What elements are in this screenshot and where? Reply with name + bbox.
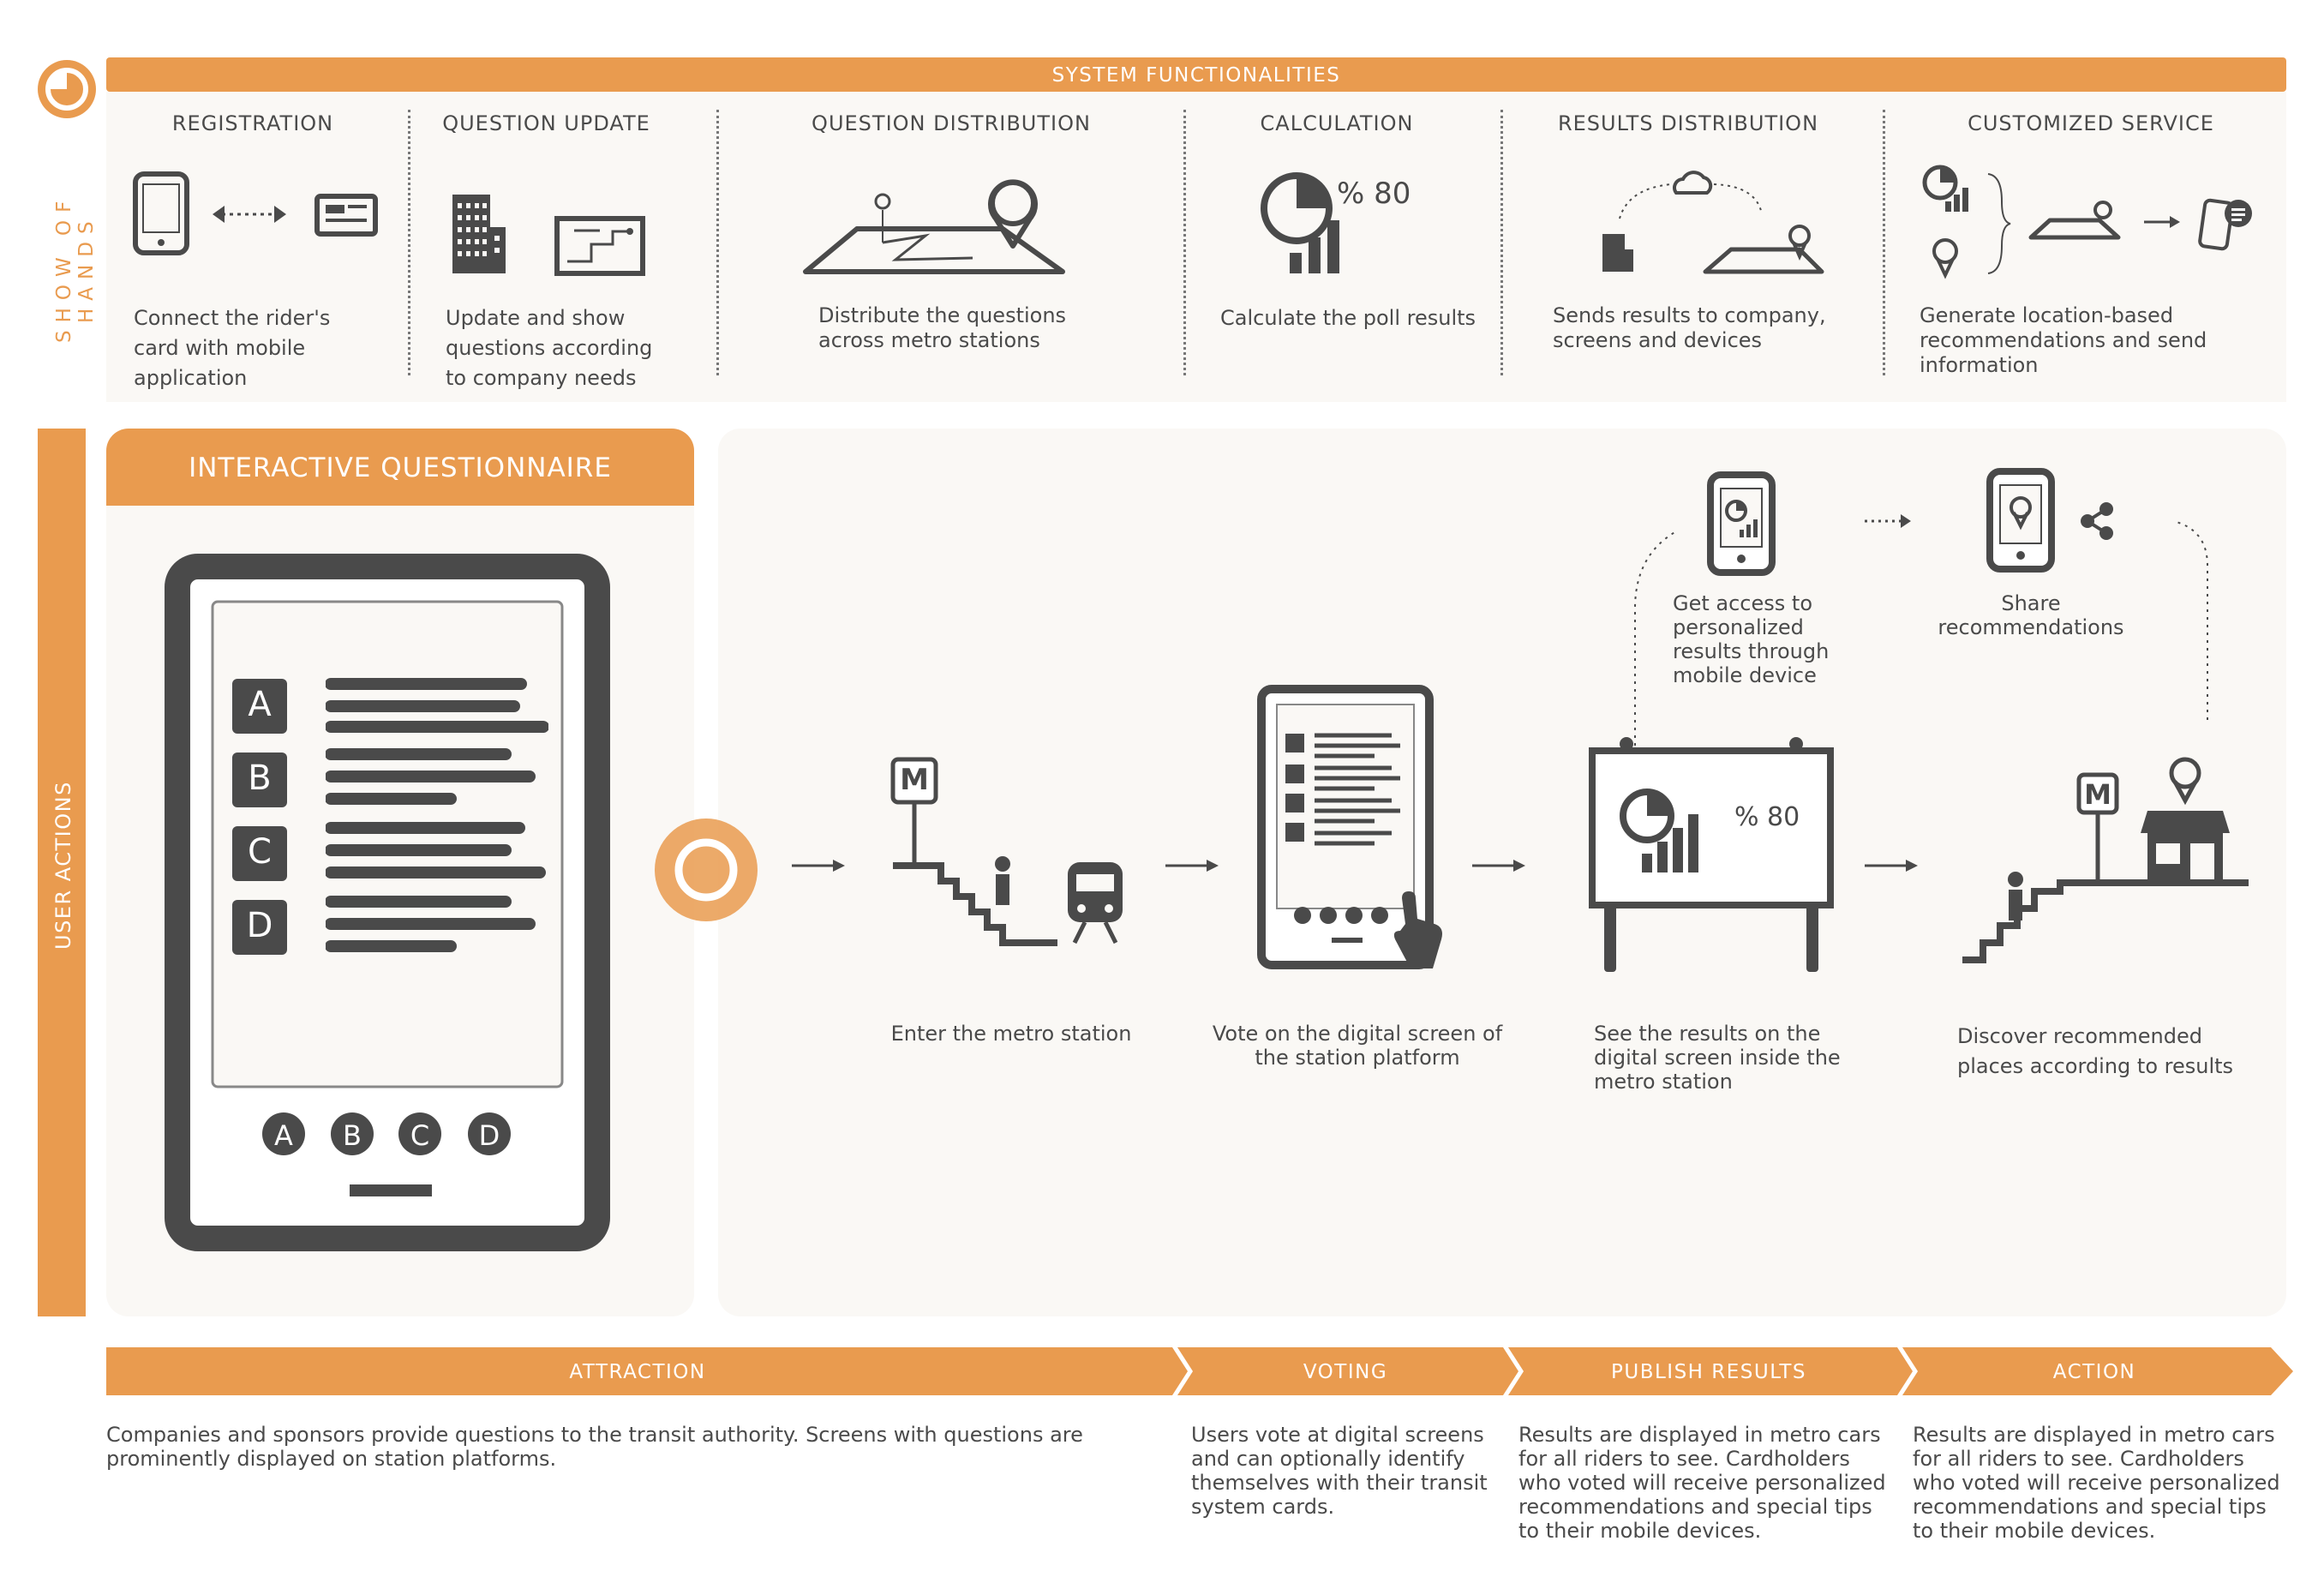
round-label-b: B [343,1119,362,1152]
mobile-access-label: Get access to personalized results through mobile device [1673,591,1830,687]
col-title-calculation: CALCULATION [1260,111,1414,135]
phone-message-icon [2199,200,2252,249]
round-label-d: D [478,1119,500,1152]
map-pin-icon [797,176,1071,279]
phone-location-icon [1985,466,2062,574]
phase-action-title: ACTION [2052,1361,2136,1383]
map-icon [1705,226,1822,272]
arrow-right-icon [2144,216,2180,228]
step-results-label: See the results on the digital screen inside the metro station [1594,1022,1841,1094]
column-divider [1183,110,1186,375]
phase-attraction-title: ATTRACTION [569,1361,706,1383]
brand-name: SHOW OF HANDS [53,193,98,344]
col-title-registration: REGISTRATION [171,111,334,135]
calculation-stat: % 80 [1337,177,1411,211]
phase-action-desc: Results are displayed in metro cars for all riders to see. Cardholders who voted will receive personalized recommendations and special tips to their mobile devices. [1913,1423,2280,1543]
system-title: SYSTEM FUNCTIONALITIES [1051,64,1341,87]
registration-icons [129,167,386,261]
map-icon [2031,202,2118,237]
share-label: Share recommendations [1938,591,2124,639]
col-title-customized-service: CUSTOMIZED SERVICE [1968,111,2214,135]
results-billboard-icon [1587,737,1836,977]
cloud-icon [1674,172,1710,193]
option-label-c: C [248,832,272,872]
transit-card-icon [317,196,375,234]
column-divider [1500,110,1503,375]
arrow-right-icon [792,857,847,874]
registration-desc: Connect the rider's card with mobile application [134,306,331,390]
question-text-lines [326,677,548,960]
home-button-icon [350,1184,432,1196]
question-distribution-desc: Distribute the questions across metro stations [818,303,1067,352]
column-divider [408,110,410,375]
start-ring-icon [653,817,759,923]
arrow-right-icon [1472,857,1527,874]
circuit-board-icon [557,219,643,273]
clock-logo-icon [34,57,99,122]
share-icon [2077,501,2118,542]
option-label-b: B [248,759,272,798]
phase-publish-desc: Results are displayed in metro cars for all riders to see. Cardholders who voted will receive personalized recommendations and special tips to their mobile devices. [1518,1423,1886,1543]
billboard-stat: % 80 [1734,802,1800,832]
phase-publish-title: PUBLISH RESULTS [1610,1361,1807,1383]
brand-logo [34,57,99,122]
results-distribution-icons [1594,167,1834,279]
phase-attraction-desc: Companies and sponsors provide questions to the transit authority. Screens with questions are prominently displayed on station platforms. [106,1423,1083,1471]
metro-sign-letter: M [900,763,929,797]
results-distribution-desc: Sends results to company, screens and devices [1553,303,1826,352]
user-actions-title: USER ACTIONS [51,781,75,950]
column-divider [716,110,719,375]
option-label-d: D [246,906,273,945]
questionnaire-title: INTERACTIVE QUESTIONNAIRE [189,453,612,483]
calculation-desc: Calculate the poll results [1220,306,1476,330]
metro-sign-letter: M [2084,778,2111,811]
phone-chart-icon [1705,470,1777,578]
column-divider [1883,110,1885,375]
step-discover-label: Discover recommended places according to results [1957,1024,2234,1078]
option-label-a: A [248,685,272,724]
mobile-phone-icon [135,174,187,253]
building-icon [1602,234,1633,272]
step-enter-label: Enter the metro station [890,1022,1132,1046]
phase-voting-title: VOTING [1303,1361,1388,1383]
customized-service-desc: Generate location-based recommendations and send information [1920,303,2207,377]
step-vote-label: Vote on the digital screen of the station platform [1212,1022,1503,1070]
arrow-right-icon [1165,857,1220,874]
col-title-question-distribution: QUESTION DISTRIBUTION [812,111,1091,135]
col-title-results-distribution: RESULTS DISTRIBUTION [1557,111,1819,135]
pie-chart-icon [1925,167,1968,212]
double-arrow-icon [213,206,286,223]
arrow-right-icon [1865,857,1920,874]
question-update-desc: Update and show questions according to company needs [446,306,653,390]
voting-screen-icon [1255,682,1452,991]
location-pin-icon [1934,240,1956,275]
round-label-c: C [410,1119,430,1152]
col-title-question-update: QUESTION UPDATE [442,111,650,135]
building-icon [452,195,506,273]
question-update-icons [446,184,651,279]
phase-voting-desc: Users vote at digital screens and can optionally identify themselves with their transit system cards. [1191,1423,1488,1519]
round-label-a: A [274,1119,293,1152]
customized-service-icons [1920,159,2271,287]
